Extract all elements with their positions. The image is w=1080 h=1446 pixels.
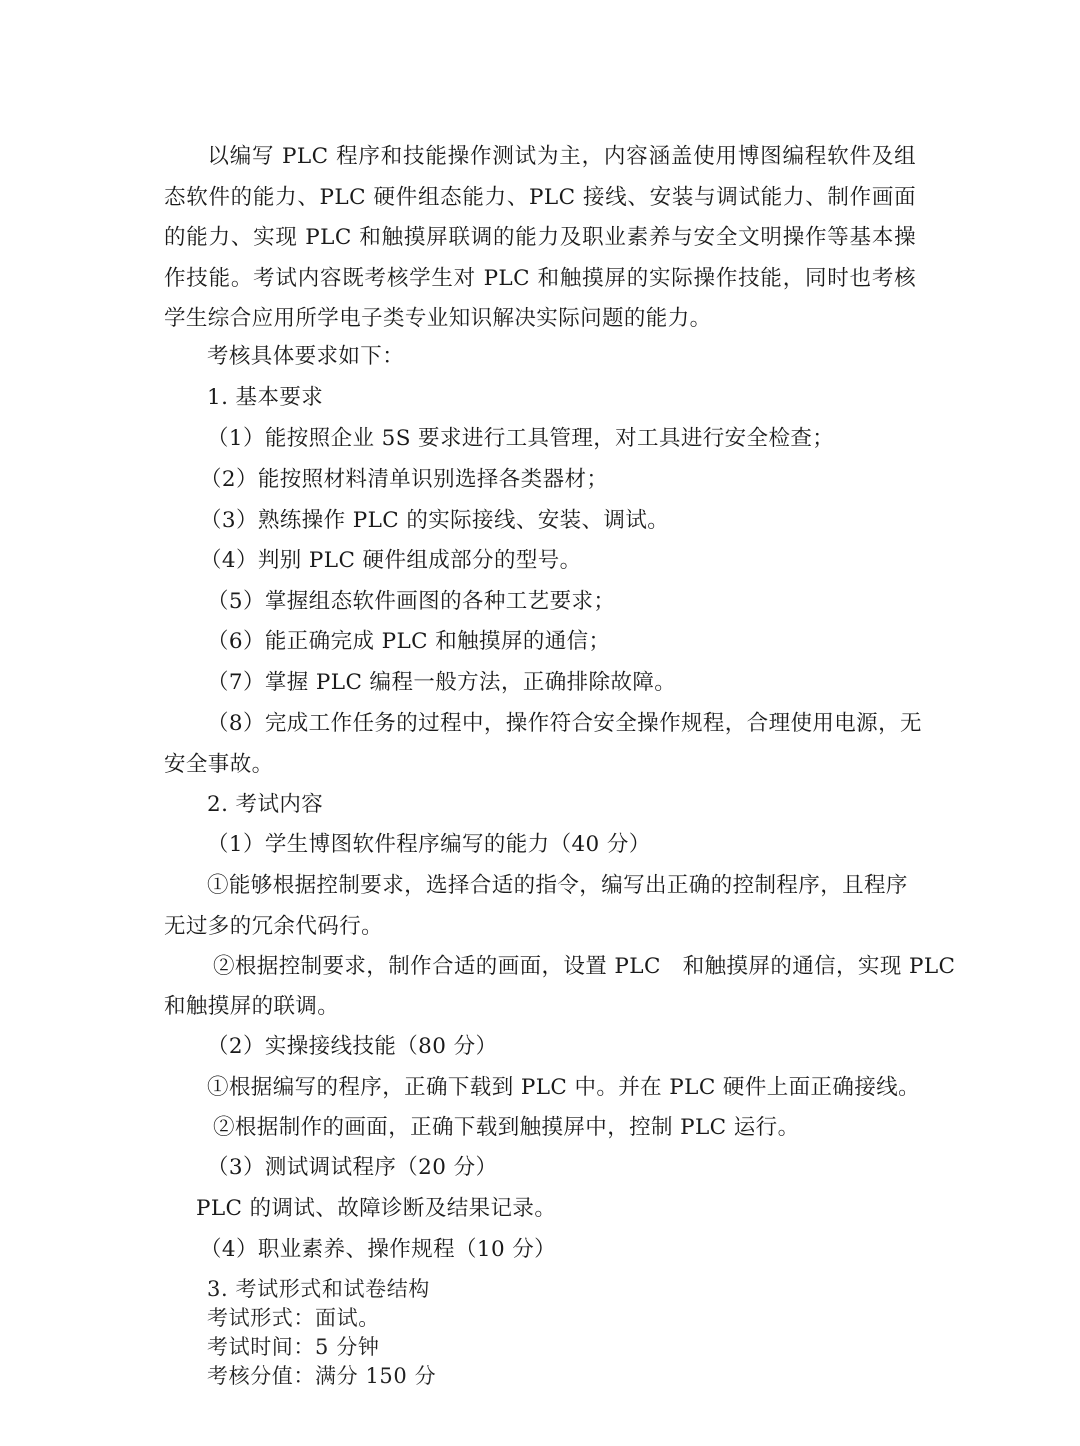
section3-score: 考核分值：满分 150 分 [207, 1364, 437, 1388]
section1-item-3: （3）熟练操作 PLC 的实际接线、安装、调试。 [200, 508, 670, 533]
intro-paragraph [164, 137, 916, 340]
section2-part2-item1: ①根据编写的程序，正确下载到 PLC 中。并在 PLC 硬件上面正确接线。 [207, 1075, 921, 1100]
section3-time: 考试时间：5 分钟 [207, 1335, 380, 1359]
section1-item-5: （5）掌握组态软件画图的各种工艺要求； [207, 589, 616, 614]
section1-title: 1. 基本要求 [207, 385, 324, 410]
section2-part2-item2: ②根据制作的画面，正确下载到触摸屏中，控制 PLC 运行。 [213, 1115, 800, 1140]
section2-part1-item2: ②根据控制要求，制作合适的画面，设置 PLC 和触摸屏的通信，实现 PLC [213, 954, 956, 979]
section3-title: 3. 考试形式和试卷结构 [207, 1277, 430, 1301]
section3-form: 考试形式：面试。 [207, 1306, 380, 1330]
section2-title: 2. 考试内容 [207, 792, 324, 817]
section1-item-6: （6）能正确完成 PLC 和触摸屏的通信； [207, 629, 611, 654]
section1-item-8-cont: 安全事故。 [164, 752, 274, 777]
section2-part4-title: （4）职业素养、操作规程（10 分） [200, 1237, 557, 1262]
section1-item-7: （7）掌握 PLC 编程一般方法，正确排除故障。 [207, 670, 677, 695]
intro-text: 以编写 PLC 程序和技能操作测试为主，内容涵盖使用博图编程软件及组态软件的能力、PLC 硬件组态能力、PLC 接线、安装与调试能力、制作画面的能力、实现 PLC 和触摸屏联调的能力及职业素养与安全文明操作等基本操作技能。考试内容既考核学生对 PLC 和触摸屏的实际操作技能，同时也考核学生综合应用所学电子类专业知识解决实际问题的能力。 [164, 144, 916, 331]
section2-part3-title: （3）测试调试程序（20 分） [207, 1155, 498, 1180]
section2-part1-item1: ①能够根据控制要求，选择合适的指令，编写出正确的控制程序，且程序 [207, 873, 908, 898]
section1-item-1: （1）能按照企业 5S 要求进行工具管理，对工具进行安全检查； [207, 426, 835, 451]
section1-item-8: （8）完成工作任务的过程中，操作符合安全操作规程，合理使用电源，无 [207, 711, 922, 736]
section2-part2-title: （2）实操接线技能（80 分） [207, 1034, 498, 1059]
section2-part1-item2-cont: 和触摸屏的联调。 [164, 994, 340, 1019]
section1-item-4: （4）判别 PLC 硬件组成部分的型号。 [200, 548, 582, 573]
section2-part1-item1-cont: 无过多的冗余代码行。 [164, 914, 384, 939]
section1-item-2: （2）能按照材料清单识别选择各类器材； [200, 467, 609, 492]
section2-part1-title: （1）学生博图软件程序编写的能力（40 分） [207, 832, 651, 857]
requirements-intro: 考核具体要求如下： [207, 344, 405, 369]
section2-part3-text: PLC 的调试、故障诊断及结果记录。 [196, 1196, 557, 1221]
